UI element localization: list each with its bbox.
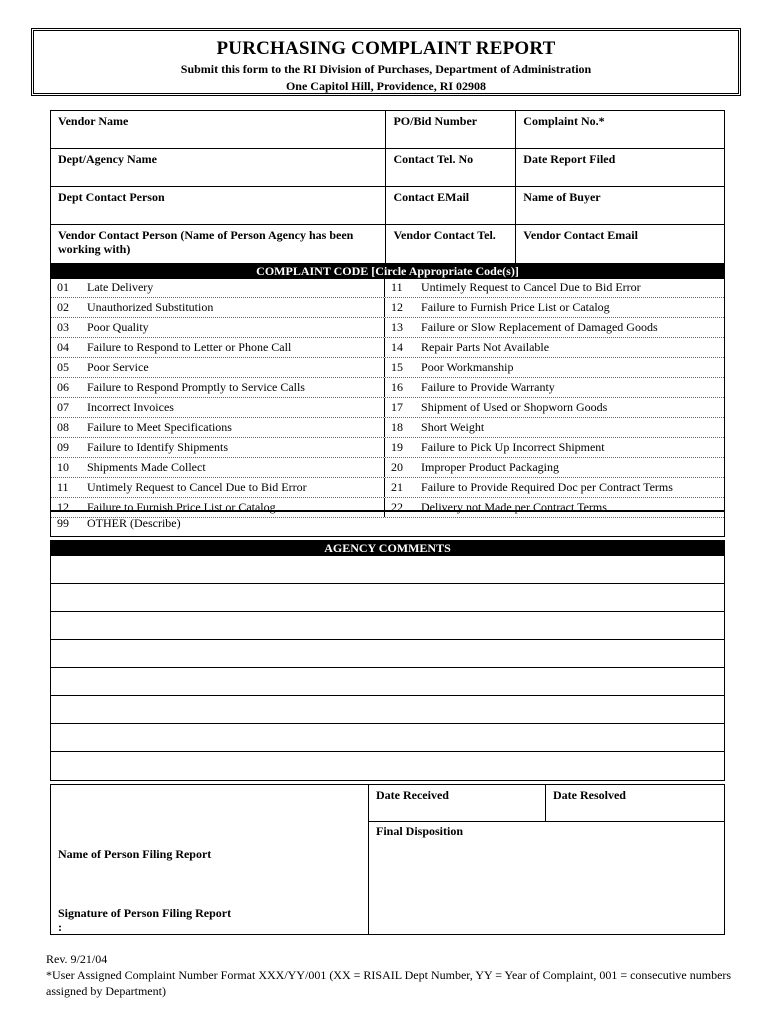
- complaint-code-row: [51, 478, 724, 498]
- po-bid-field[interactable]: PO/Bid Number: [386, 111, 516, 149]
- dept-agency-field[interactable]: Dept/Agency Name: [51, 149, 386, 187]
- code-number: 09: [57, 440, 69, 454]
- complaint-code-option[interactable]: [384, 358, 724, 377]
- complaint-code-option[interactable]: [384, 278, 724, 297]
- complaint-code-row: [51, 418, 724, 438]
- complaint-code-option[interactable]: [384, 318, 724, 337]
- complaint-code-option[interactable]: [51, 278, 384, 297]
- code-number: 08: [57, 420, 69, 434]
- complaint-no-field[interactable]: Complaint No.*: [516, 111, 725, 149]
- dept-contact-field[interactable]: Dept Contact Person: [51, 187, 386, 225]
- agency-comments-heading: AGENCY COMMENTS: [50, 540, 725, 556]
- comment-line[interactable]: [51, 584, 724, 612]
- complaint-code-row: [51, 358, 724, 378]
- complaint-code-option[interactable]: [384, 458, 724, 477]
- code-number: 11: [57, 480, 69, 494]
- filing-section: [50, 784, 725, 935]
- address-line: One Capitol Hill, Providence, RI 02908: [285, 79, 487, 93]
- complaint-code-option[interactable]: [51, 478, 384, 497]
- code-label: Failure to Respond to Letter or Phone Call: [87, 340, 292, 354]
- comment-line[interactable]: [51, 612, 724, 640]
- code-label: Failure to Provide Required Doc per Contract Terms: [421, 480, 673, 494]
- vendor-name-field[interactable]: Vendor Name: [51, 111, 386, 149]
- comment-line[interactable]: [51, 752, 724, 780]
- code-label: Failure to Pick Up Incorrect Shipment: [421, 440, 605, 454]
- complaint-code-option[interactable]: [51, 438, 384, 457]
- date-received-field[interactable]: Date Received: [376, 788, 449, 802]
- code-number: 03: [57, 320, 69, 334]
- code-label: Failure or Slow Replacement of Damaged Goods: [421, 320, 658, 334]
- code-number: 15: [391, 360, 404, 374]
- complaint-code-option[interactable]: [51, 318, 384, 337]
- code-label: Untimely Request to Cancel Due to Bid Error: [421, 280, 641, 294]
- code-number: 04: [57, 340, 69, 354]
- complaint-code-option[interactable]: [384, 338, 724, 357]
- complaint-code-option[interactable]: [51, 358, 384, 377]
- complaint-code-option[interactable]: [384, 478, 724, 497]
- complaint-code-option[interactable]: [51, 298, 384, 317]
- complaint-code-row: [51, 338, 724, 358]
- code-number: 07: [57, 400, 69, 414]
- code-label: Shipment of Used or Shopworn Goods: [421, 400, 608, 414]
- vendor-contact-field[interactable]: Vendor Contact Person (Name of Person Agency has been working with): [51, 225, 386, 265]
- code-label: Failure to Provide Warranty: [421, 380, 555, 394]
- signature-field[interactable]: Signature of Person Filing Report: [58, 906, 232, 920]
- complaint-code-row: [51, 378, 724, 398]
- date-resolved-field[interactable]: Date Resolved: [553, 788, 626, 802]
- date-filed-field[interactable]: Date Report Filed: [516, 149, 725, 187]
- complaint-code-option[interactable]: [51, 418, 384, 437]
- code-label: Repair Parts Not Available: [421, 340, 550, 354]
- code-label: Failure to Identify Shipments: [87, 440, 228, 454]
- buyer-field[interactable]: Name of Buyer: [516, 187, 725, 225]
- code-label: Late Delivery: [87, 280, 154, 294]
- other-code-row[interactable]: [50, 510, 725, 537]
- complaint-code-option[interactable]: [51, 338, 384, 357]
- code-number: 02: [57, 300, 69, 314]
- contact-email-field[interactable]: Contact EMail: [386, 187, 516, 225]
- complaint-code-row: [51, 438, 724, 458]
- code-number: 19: [391, 440, 404, 454]
- comment-line[interactable]: [51, 668, 724, 696]
- comment-line[interactable]: [51, 640, 724, 668]
- code-number: 11: [391, 280, 403, 294]
- vendor-email-field[interactable]: Vendor Contact Email: [516, 225, 725, 265]
- code-number: 12: [57, 500, 69, 514]
- revision-date: Rev. 9/21/04: [46, 952, 108, 966]
- code-label: Improper Product Packaging: [421, 460, 559, 474]
- submit-instructions: Submit this form to the RI Division of Purchases, Department of Administration: [180, 62, 592, 76]
- code-number: 06: [57, 380, 69, 394]
- agency-comments-area[interactable]: [50, 556, 725, 781]
- form-footer: [46, 951, 736, 999]
- code-label: Poor Quality: [87, 320, 149, 334]
- form-title: PURCHASING COMPLAINT REPORT: [216, 38, 556, 59]
- other-code-number: 99: [57, 516, 69, 530]
- code-label: Short Weight: [421, 420, 485, 434]
- other-code-label: OTHER (Describe): [87, 516, 181, 530]
- code-label: Unauthorized Substitution: [87, 300, 214, 314]
- complaint-code-row: [51, 398, 724, 418]
- complaint-code-heading: COMPLAINT CODE [Circle Appropriate Code(s)]: [50, 263, 725, 279]
- form-header: [31, 28, 741, 96]
- code-label: Failure to Furnish Price List or Catalog: [421, 300, 610, 314]
- complaint-code-row: [51, 458, 724, 478]
- complaint-code-option[interactable]: [384, 298, 724, 317]
- comment-line[interactable]: [51, 696, 724, 724]
- complaint-code-list: [50, 278, 725, 518]
- complaint-code-option[interactable]: [384, 438, 724, 457]
- code-number: 16: [391, 380, 404, 394]
- vendor-tel-field[interactable]: Vendor Contact Tel.: [386, 225, 516, 265]
- code-number: 22: [391, 500, 404, 514]
- vendor-info-table: [50, 110, 725, 265]
- code-label: Failure to Furnish Price List or Catalog: [87, 500, 276, 514]
- complaint-code-row: [51, 278, 724, 298]
- code-label: Incorrect Invoices: [87, 400, 174, 414]
- final-disposition-field[interactable]: Final Disposition: [376, 824, 464, 838]
- code-label: Shipments Made Collect: [87, 460, 206, 474]
- comment-line[interactable]: [51, 724, 724, 752]
- complaint-code-row: [51, 298, 724, 318]
- code-number: 20: [391, 460, 404, 474]
- code-number: 21: [391, 480, 404, 494]
- code-label: Untimely Request to Cancel Due to Bid Error: [87, 480, 307, 494]
- code-number: 05: [57, 360, 69, 374]
- comment-line[interactable]: [51, 556, 724, 584]
- complaint-code-option[interactable]: [384, 418, 724, 437]
- code-label: Poor Workmanship: [421, 360, 514, 374]
- code-label: Failure to Respond Promptly to Service Calls: [87, 380, 305, 394]
- code-label: Poor Service: [87, 360, 149, 374]
- code-number: 14: [391, 340, 404, 354]
- contact-tel-field[interactable]: Contact Tel. No: [386, 149, 516, 187]
- code-number: 10: [57, 460, 69, 474]
- code-number: 17: [391, 400, 404, 414]
- complaint-code-option[interactable]: [384, 398, 724, 417]
- code-label: Delivery not Made per Contract Terms: [421, 500, 607, 514]
- name-filing-field[interactable]: Name of Person Filing Report: [58, 847, 212, 861]
- complaint-code-option[interactable]: [384, 378, 724, 397]
- complaint-code-row: [51, 318, 724, 338]
- complaint-code-option[interactable]: [51, 458, 384, 477]
- code-label: Failure to Meet Specifications: [87, 420, 232, 434]
- complaint-code-option[interactable]: [51, 398, 384, 417]
- code-number: 12: [391, 300, 404, 314]
- signature-colon: :: [58, 920, 62, 934]
- code-number: 18: [391, 420, 404, 434]
- code-number: 13: [391, 320, 404, 334]
- code-number: 01: [57, 280, 69, 294]
- complaint-number-note: *User Assigned Complaint Number Format XXX/YY/001 (XX = RISAIL Dept Number, YY = Year of Complaint, 001 = consecutive numbers assigned by Department): [46, 968, 732, 998]
- complaint-code-option[interactable]: [51, 378, 384, 397]
